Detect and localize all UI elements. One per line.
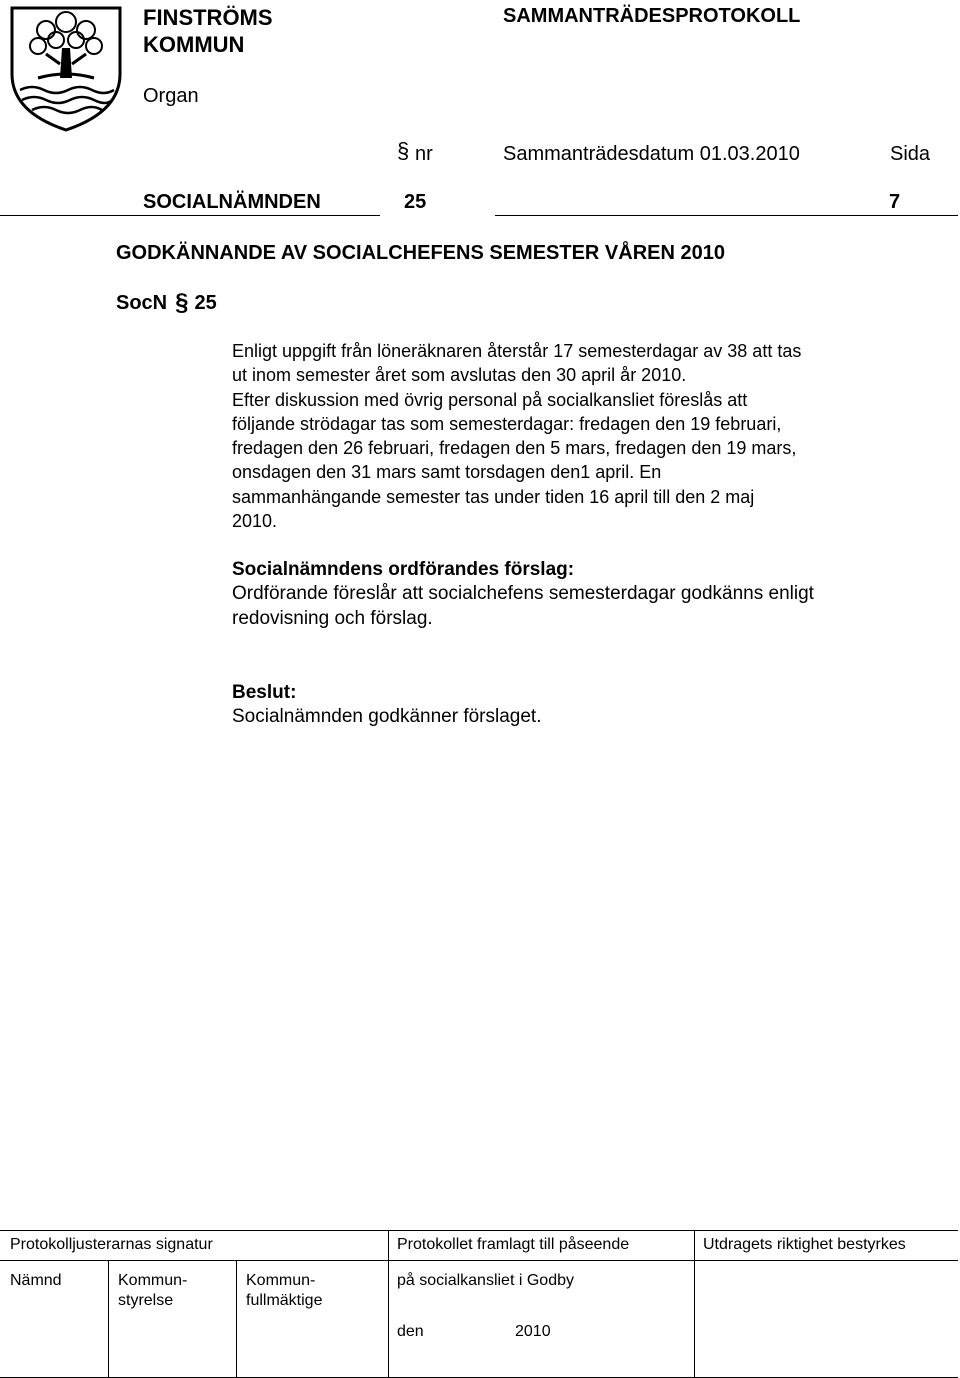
proposal-line: redovisning och förslag. [232,607,433,629]
body-line: 2010. [232,511,278,532]
paragraph-number: 25 [404,191,427,213]
organ-value: SOCIALNÄMNDEN [143,191,321,213]
decision-label: Beslut: [232,682,297,703]
section-mark-icon: § [397,138,410,163]
proposal-block [232,558,922,631]
footer-ks-line2: styrelse [118,1292,174,1309]
posted-den: den [397,1323,424,1340]
proposal-label: Socialnämndens ordförandes förslag: [232,559,575,580]
section-ref-mark: § [175,289,189,316]
header-divider-left [0,215,380,216]
document-title: SAMMANTRÄDESPROTOKOLL [503,5,801,27]
footer-col-divider [694,1231,695,1377]
body-line: fredagen den 26 februari, fredagen den 5 mars, fredagen den 19 mars, [232,438,797,459]
decision-text: Socialnämnden godkänner förslaget. [232,706,542,728]
body-line: Enligt uppgift från löneräknaren återstår 17 semesterdagar av 38 att tas [232,341,802,361]
footer-kf-line1: Kommun- [246,1272,316,1289]
section-reference [116,290,217,315]
page-number: 7 [889,191,901,213]
footer-namnd: Nämnd [10,1272,62,1289]
municipality-name-line2: KOMMUN [143,32,245,57]
municipal-coat-of-arms-logo [8,4,124,132]
header-divider-right [495,215,958,216]
body-line: Efter diskussion med övrig personal på socialkansliet föreslås att [232,389,748,410]
municipality-name [143,4,273,58]
organ-label: Organ [143,85,199,107]
section-heading: GODKÄNNANDE AV SOCIALCHEFENS SEMESTER VÅREN 2010 [116,242,725,264]
signature-footer-table [0,1230,958,1378]
body-line: följande strödagar tas som semesterdagar: fredagen den 19 februari, [232,413,782,434]
footer-row-divider [0,1260,958,1261]
certified-label: Utdragets riktighet bestyrkes [703,1236,906,1253]
posted-year: 2010 [515,1323,551,1340]
body-line: onsdagen den 31 mars samt torsdagen den1 april. En [232,462,662,483]
footer-col-divider [108,1261,109,1377]
body-paragraph [232,339,922,533]
proposal-line: Ordförande föreslår att socialchefens semesterdagar godkänns enligt [232,583,814,605]
footer-ks-line1: Kommun- [118,1272,188,1289]
body-line: ut inom semester året som avslutas den 30 april år 2010. [232,365,687,386]
decision-block [232,681,922,730]
section-ref-number: 25 [194,292,217,314]
section-ref-prefix: SocN [116,292,168,314]
body-line: sammanhängande semester tas under tiden 16 april till den 2 maj [232,486,755,507]
footer-col-divider [388,1231,389,1377]
footer-kf-line2: fullmäktige [246,1292,323,1309]
signature-label: Protokolljusterarnas signatur [10,1236,213,1253]
page-label: Sida [890,143,931,165]
posted-place: på socialkansliet i Godby [397,1272,574,1289]
footer-col-divider [236,1261,237,1377]
municipality-name-line1: FINSTRÖMS [143,5,273,30]
posted-label: Protokollet framlagt till påseende [397,1236,630,1253]
nr-label: nr [415,143,433,165]
meeting-date-label: Sammanträdesdatum 01.03.2010 [503,143,800,165]
